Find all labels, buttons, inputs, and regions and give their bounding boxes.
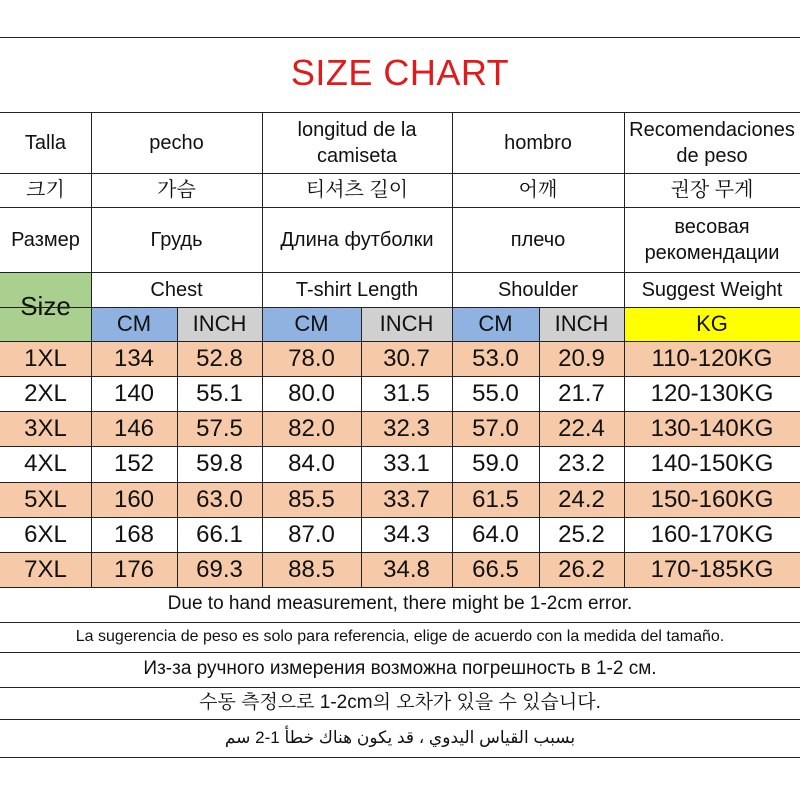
measure-cell: 80.0 [288, 379, 335, 407]
measure-cell: 66.1 [196, 520, 243, 548]
unit-inch-cell: INCH [539, 307, 624, 341]
unit-inch-cell: INCH [177, 307, 262, 341]
header-cell-r1-c1: 가슴 [157, 179, 196, 201]
header-cell-r0-c3: hombro [504, 131, 572, 154]
measure-cell: 84.0 [288, 450, 335, 478]
weight-cell: 110-120KG [624, 341, 800, 376]
size-cell: 6XL [24, 520, 67, 548]
v-rule [262, 272, 263, 307]
weight-cell: 130-140KG [624, 411, 800, 446]
size-cell: 4XL [24, 450, 67, 478]
measure-cell: 21.7 [558, 379, 605, 407]
v-rule [624, 307, 625, 587]
measure-cell: 30.7 [361, 341, 452, 376]
v-rule [452, 272, 453, 307]
measure-cell: 152 [113, 450, 155, 478]
measure-cell: 64.0 [472, 520, 519, 548]
weight-cell: 120-130KG [650, 379, 774, 407]
measure-cell: 160 [91, 482, 177, 517]
measure-cell: 32.3 [361, 411, 452, 446]
header-cell-r1-c2: 티셔츠 길이 [305, 179, 409, 201]
header-cell-r2-c4: весовая рекомендации [644, 215, 780, 264]
h-rule [0, 307, 800, 308]
unit-cm-cell: CM [452, 307, 539, 341]
unit-cm-cell: CM [262, 307, 361, 341]
group-header-2: Shoulder [497, 278, 579, 301]
h-rule [0, 341, 800, 342]
measure-cell: 33.7 [361, 482, 452, 517]
weight-cell: 170-185KG [624, 552, 800, 587]
h-rule [0, 517, 800, 518]
measure-cell: 69.3 [177, 552, 262, 587]
measure-cell: 78.0 [262, 341, 361, 376]
group-header-0: Chest [150, 278, 203, 301]
h-rule [0, 272, 800, 273]
size-cell: 1XL [0, 341, 91, 376]
measure-cell: 66.5 [452, 552, 539, 587]
header-cell-r1-c0: 크기 [26, 179, 65, 201]
note-line-4: 수동 측정으로 1-2cm의 오차가 있을 수 있습니다. [199, 691, 601, 713]
v-rule [262, 307, 263, 587]
measure-cell: 59.8 [196, 450, 243, 478]
h-rule [0, 552, 800, 553]
h-rule [0, 37, 800, 38]
group-header-1: T-shirt Length [295, 278, 419, 301]
measure-cell: 168 [113, 520, 155, 548]
v-rule [452, 307, 453, 587]
measure-cell: 176 [91, 552, 177, 587]
header-cell-r0-c0: Talla [24, 131, 67, 154]
measure-cell: 20.9 [539, 341, 624, 376]
h-rule [0, 622, 800, 623]
measure-cell: 57.0 [452, 411, 539, 446]
header-cell-r0-c1: pecho [149, 131, 204, 154]
h-rule [0, 757, 800, 758]
unit-kg-cell: KG [624, 307, 800, 341]
h-rule [0, 446, 800, 447]
measure-cell: 22.4 [539, 411, 624, 446]
measure-cell: 34.8 [361, 552, 452, 587]
size-cell: 3XL [0, 411, 91, 446]
h-rule [0, 652, 800, 653]
measure-cell: 52.8 [177, 341, 262, 376]
h-rule [0, 719, 800, 720]
measure-cell: 61.5 [452, 482, 539, 517]
weight-cell: 160-170KG [650, 520, 774, 548]
measure-cell: 82.0 [262, 411, 361, 446]
note-line-3: Из-за ручного измерения возможна погрешность в 1-2 см. [143, 658, 657, 680]
h-rule [0, 687, 800, 688]
size-cell: 7XL [0, 552, 91, 587]
measure-cell: 55.1 [196, 379, 243, 407]
measure-cell: 26.2 [539, 552, 624, 587]
h-rule [0, 173, 800, 174]
size-cell: 5XL [0, 482, 91, 517]
header-cell-r2-c0: Размер [11, 228, 80, 251]
measure-cell: 87.0 [288, 520, 335, 548]
note-line-2: La sugerencia de peso es solo para referencia, elige de acuerdo con la medida del tamaño. [75, 627, 725, 645]
h-rule [0, 482, 800, 483]
v-rule [361, 307, 362, 587]
measure-cell: 34.3 [383, 520, 430, 548]
note-line-5: بسبب القياس اليدوي ، قد يكون هناك خطأ 1-2 سم [224, 727, 576, 747]
measure-cell: 63.0 [177, 482, 262, 517]
size-chart-sheet [0, 37, 800, 757]
weight-cell: 140-150KG [650, 450, 774, 478]
note-line-1: Due to hand measurement, there might be 1-2cm error. [167, 593, 633, 615]
header-cell-r1-c4: 권장 무게 [670, 179, 754, 201]
header-cell-r1-c3: 어깨 [518, 179, 558, 201]
h-rule [0, 112, 800, 113]
header-cell-r2-c2: Длина футболки [280, 228, 434, 251]
measure-cell: 24.2 [539, 482, 624, 517]
v-rule [624, 272, 625, 307]
header-cell-r2-c1: Грудь [150, 228, 203, 251]
weight-cell: 150-160KG [624, 482, 800, 517]
h-rule [0, 411, 800, 412]
header-cell-r0-c2: longitud de la camiseta [297, 118, 417, 167]
header-cell-r0-c4: Recomendaciones de peso [629, 118, 795, 167]
v-rule [91, 272, 92, 587]
header-cell-r2-c3: плечо [510, 228, 566, 251]
size-cell: 2XL [24, 379, 67, 407]
measure-cell: 31.5 [383, 379, 430, 407]
measure-cell: 59.0 [472, 450, 519, 478]
measure-cell: 23.2 [558, 450, 605, 478]
unit-inch-cell: INCH [361, 307, 452, 341]
measure-cell: 140 [113, 379, 155, 407]
measure-cell: 134 [91, 341, 177, 376]
h-rule [0, 587, 800, 588]
measure-cell: 25.2 [558, 520, 605, 548]
h-rule [0, 376, 800, 377]
measure-cell: 85.5 [262, 482, 361, 517]
measure-cell: 33.1 [383, 450, 430, 478]
v-rule [539, 307, 540, 587]
measure-cell: 57.5 [177, 411, 262, 446]
v-rule [177, 307, 178, 587]
measure-cell: 88.5 [262, 552, 361, 587]
page-title: SIZE CHART [290, 52, 510, 93]
measure-cell: 53.0 [452, 341, 539, 376]
size-header-cell: Size [0, 272, 91, 341]
h-rule [0, 207, 800, 208]
group-header-3: Suggest Weight [641, 278, 783, 301]
measure-cell: 55.0 [472, 379, 519, 407]
measure-cell: 146 [91, 411, 177, 446]
unit-cm-cell: CM [91, 307, 177, 341]
